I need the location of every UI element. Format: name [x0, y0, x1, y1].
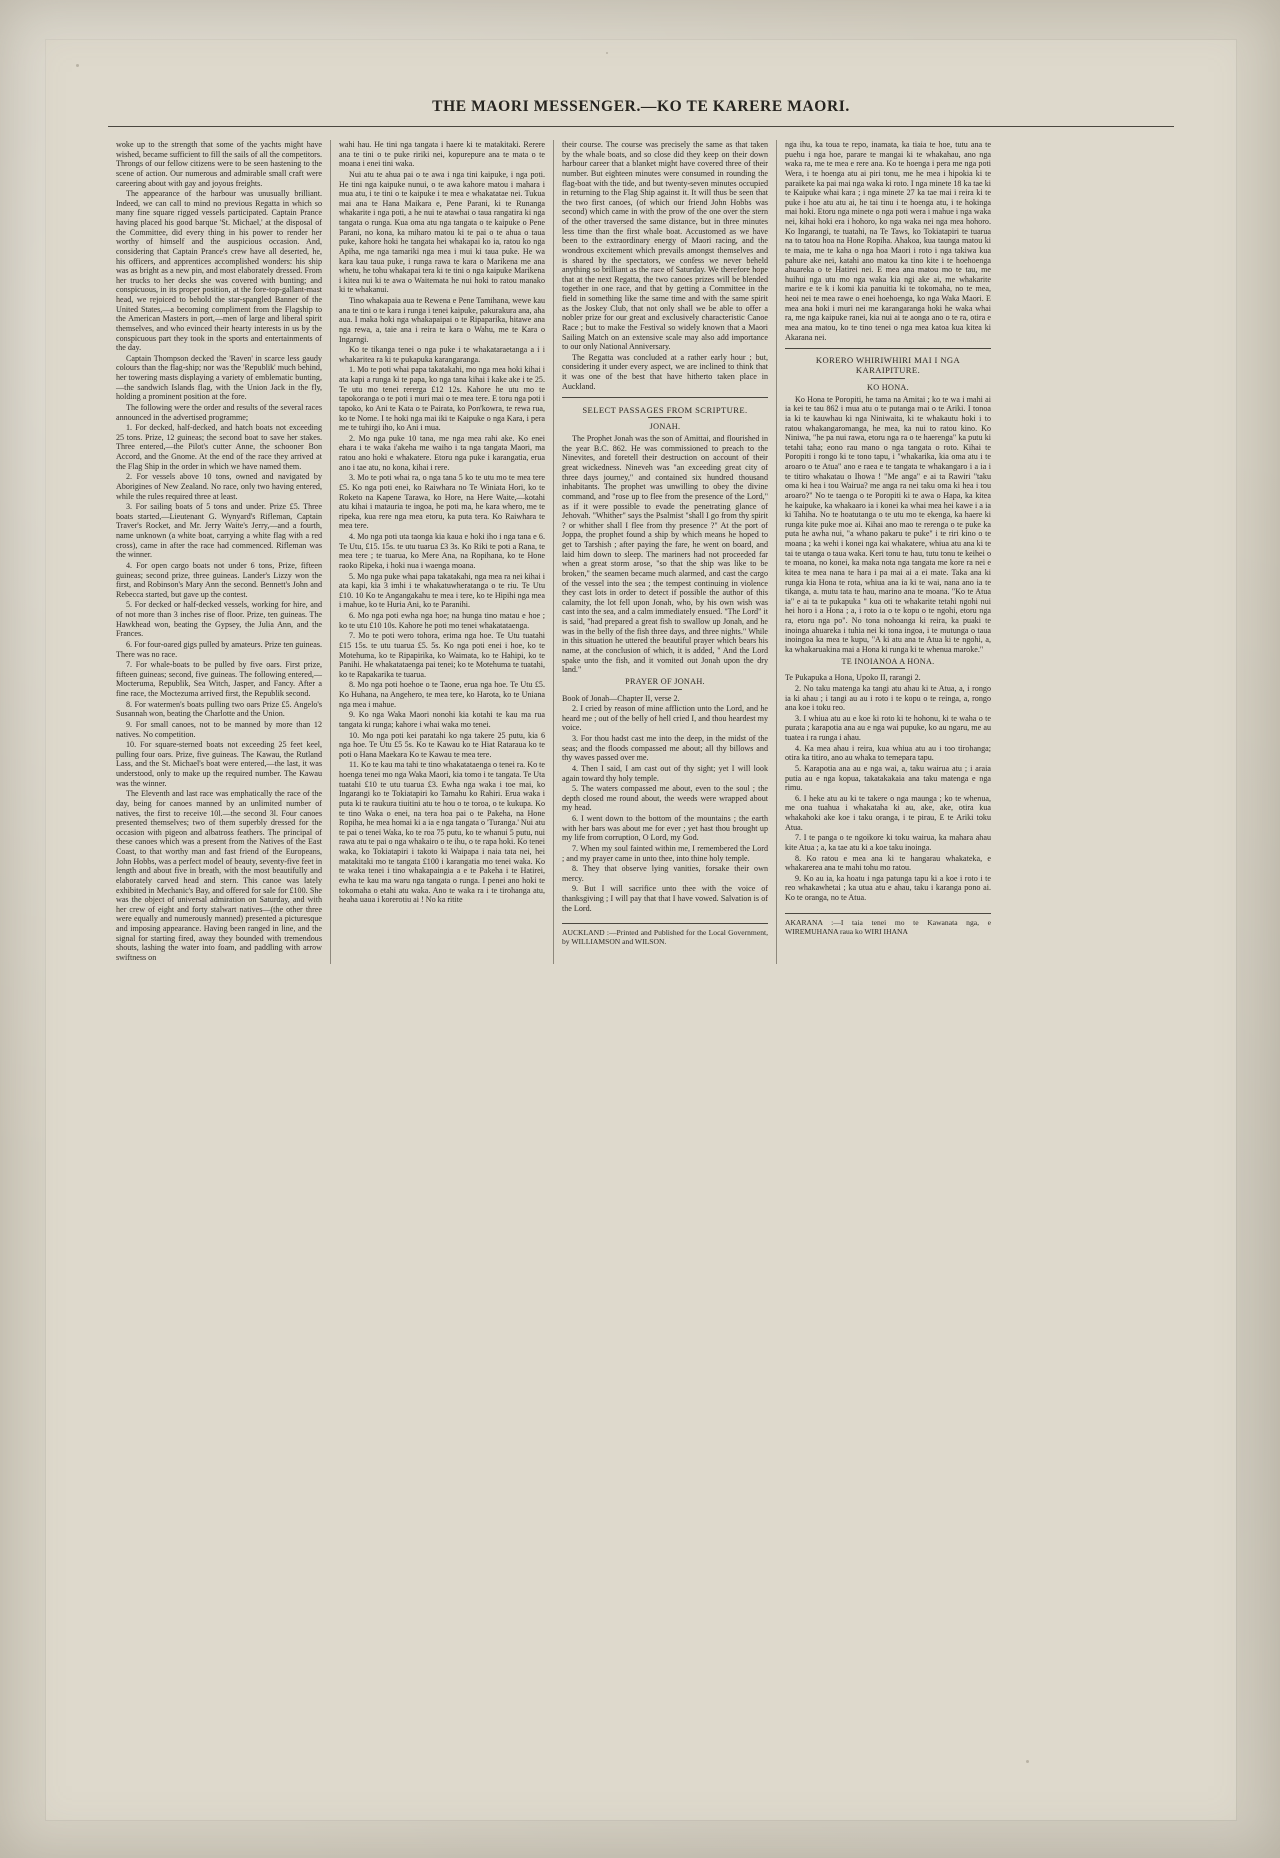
paragraph: Captain Thompson decked the 'Raven' in scarce less gaudy colours than the flag-ship; nor was the 'Republik' much behind, her towering masts displaying a variety of emblematic bunting,—the sandwich Islands flag, with the Union Jack in the fly, holding a prominent position at the fore. — [116, 353, 322, 402]
paragraph: 3. Mo te poti whai ra, o nga tana 5 ko te utu mo te mea tere £5. Ko nga poti enei, ko Raiwhara no Te Winiata Hori, ko te Roketo na Kapene Tarawa, ko Hore, na Here Waite,—kotahi atu kihai i matauria te ingoa, he poti ma, he kara whero, me te ripeka, kua rere nga mea etoru, ka puta tera. Ko Raiwhara te mea tere. — [339, 473, 545, 531]
section-heading-karaipiture: KORERO WHIRIWHIRI MAI I NGA KARAIPITURE. — [815, 355, 961, 375]
paragraph: 8. Mo nga poti hoehoe o te Taone, erua nga hoe. Te Utu £5. Ko Huhana, na Angehero, te mea tere, ko Harota, ko te Uniana nga mea i mahue. — [339, 680, 545, 709]
colophon-maori: AKARANA :—I taia tenei mo te Kawanata nga, e WIREMUHANA raua ko WIRI IHANA — [785, 913, 991, 936]
newspaper-columns — [108, 140, 1178, 964]
paragraph: 1. Mo te poti whai papa takatakahi, mo nga mea hoki kihai i ata kapi a runga ki te papa, ko nga tana kihai i kake ake i te 25. Te utu mo tenei rererga £12 12s. Kahore he utu mo te tapokoranga o te poti i muri mai o te mea tere. E toru nga poti i tapoko, ko Ani te Kata o te Pairata, ko Pon'kowra, te rewa rua, ko te Nome. I te hoki nga mai iki te Kaipuke o nga Kara, i pera me te tuhirgi iho, ko Ani i mua. — [339, 365, 545, 433]
paragraph: 4. Mo nga poti uta taonga kia kaua e hoki iho i nga tana e 6. Te Utu, £15. 15s. te utu tuarua £3 3s. Ko Riki te poti a Rana, te mea tere ; te tuarua, ko Mere Ana, na Ropihana, ko te Hone raoko Ripeka, i hoki nua i waenga moana. — [339, 532, 545, 570]
paper-speck — [1026, 1760, 1029, 1763]
verse: 4. Then I said, I am cast out of thy sight; yet I will look again toward thy holy temple. — [562, 763, 768, 783]
paragraph: 5. For decked or half-decked vessels, working for hire, and of not more than 3 inches rise of floor. Prize, ten guineas. The Hawkhead won, beating the Gypsey, the Julia Ann, and the Frances. — [116, 600, 322, 639]
masthead-rule — [108, 126, 1174, 127]
paragraph: 2. Mo nga puke 10 tana, me nga mea rahi ake. Ko enei ehara i te waka i'akeha me waiho i ta nga tangata Maori, ma ratou ano hoki e whakatere. Etoru nga puke i karangatia, erua ano i tae atu, no kona, kihai i rere. — [339, 433, 545, 472]
column-3 — [553, 140, 776, 964]
paragraph: their course. The course was precisely the same as that taken by the whale boats, and so close did they keep on their down harbour career that a blanket might have covered three of their number. But eighteen minutes were consumed in rounding the flag-boat with the tide, and but twenty-seven minutes occupied in returning to the Flag Ship against it. It will thus be seen that the two first canoes, (of which our friend John Hobbs was second) which came in with the prow of the one over the stern of the other traversed the same distance, but in three minutes less time than the first whale boat. Accustomed as we have been to the extraordinary energy of Maori racing, and the wondrous excitement which prevails amongst themselves and is shared by the spectators, we confess we never beheld anything so brilliant as the race of Saturday. We therefore hope that at the next Regatta, the two canoes prizes will be blended together in one race, and that by getting a Committee in the field in something like the same time and with the same spirit as the Joskey Club, that not only shall we be able to offer a nobler prize for our great and exclusively characteristic Canoe Race ; but to make the Festival so widely known that a Maori Sailing Match on an extensive scale may also add importance to our only National Anniversary. — [562, 140, 768, 352]
paragraph: The following were the order and results of the several races announced in the advertised programme; — [116, 402, 322, 422]
paragraph: 4. For open cargo boats not under 6 tons, Prize, fifteen guineas; second prize, three guineas. Lander's Lizzy won the first, and Robinson's Mary Ann the second. Bennett's John and Rebecca started, but gave up the contest. — [116, 560, 322, 599]
section-subheading-jonah: JONAH. — [649, 422, 681, 432]
prayer-heading: TE INOIANOA A HONA. — [841, 656, 935, 666]
verse: 5. Karapotia ana au e nga wai, a, taku wairua atu ; i araia putia au e nga kopua, takatakakaia ana taku matenga e nga rimu. — [785, 763, 991, 793]
section-heading-scripture: SELECT PASSAGES FROM SCRIPTURE. — [582, 405, 748, 416]
verse: 2. I cried by reason of mine affliction unto the Lord, and he heard me ; out of the belly of hell cried I, and thou heardest my voice. — [562, 704, 768, 733]
verse: 6. I heke atu au ki te takere o nga maunga ; ko te whenua, me ona tuahua i whakataha ki au, ake, ake, otira kua whakahoki ake koe i taku oranga, i te pirau, E te Ariki toku Atua. — [785, 793, 991, 832]
paragraph: The Regatta was concluded at a rather early hour ; but, considering it under every aspect, we are inclined to think that it was one of the best that have hitherto taken place in Auckland. — [562, 352, 768, 391]
masthead-title: THE MAORI MESSENGER.—KO TE KARERE MAORI. — [432, 98, 850, 115]
paragraph: 10. Mo nga poti kei paratahi ko nga takere 25 putu, kia 6 nga hoe. Te Utu £5 5s. Ko te Kawau ko te Hiat Rataraua ko te poti o Hana Maekara Ko te Kawau te mea tere. — [339, 730, 545, 759]
column-4 — [776, 140, 999, 964]
paragraph: 1. For decked, half-decked, and hatch boats not exceeding 25 tons. Prize, 12 guineas; the second boat to save her stakes. Three entered,—the Pilot's cutter Anne, the schooner Bon Accord, and the Gnome. At the end of the race they arrived at the Flag Ship in the order in which we have named them. — [116, 423, 322, 471]
verse: 3. I whiua atu au e koe ki roto ki te hohonu, ki te waha o te purata ; karapotia ana au e nga wai pupuke, ko au ngaru, me au tuatea i ra runga i ahau. — [785, 713, 991, 742]
paragraph: wahi hau. He tini nga tangata i haere ki te matakitaki. Rerere ana te tini o te puke ririki nei, kopurepure ana te mata o te moana i enei tini waka. — [339, 140, 545, 169]
section-heading-rule — [648, 417, 682, 418]
section-heading-rule — [871, 378, 905, 379]
prayer-subheading: Book of Jonah—Chapter II, verse 2. — [562, 693, 680, 703]
verse: 2. No taku matenga ka tangi atu ahau ki te Atua, a, i rongo ia ki ahau ; i tangi au au i roto i te kopu o te reinga, a, rongo ana koe i toku reo. — [785, 683, 991, 713]
verse: 5. The waters compassed me about, even to the soul ; the depth closed me round about, the weeds were wrapped about my head. — [562, 784, 768, 813]
paragraph: The Eleventh and last race was emphatically the race of the day, being for canoes manned by an unlimited number of natives, the first to receive 10l.—the second 3l. Four canoes presented themselves; two of them superbly dressed for the occasion with pigeon and albatross feathers. The principal of these canoes which was a present from the Natives of the East Coast, to that worthy man and fast friend of the Europeans, John Hobbs, was a perfect model of beauty, seventy-five feet in length and about five in breath, with the most beautifully and elaborately carved head and stern. This canoe was lately exhibited in Mechanic's Bay, and offered for sale for £100. She was the object of universal admiration on Saturday, and with her crew of eight and forty stalwart natives—(the other three were equally and numerously manned) presented a picturesque and imposing appearance. Having been ranged in line, and the signal for starting fired, away they bounded with tremendous shouts, lashing the water into foam, and paddling with arrow swiftness on — [116, 789, 322, 962]
prayer-heading: PRAYER OF JONAH. — [625, 676, 705, 686]
paragraph: 10. For square-sterned boats not exceeding 25 feet keel, pulling four oars. Prize, five guineas. The Kawau, the Rutland Lass, and the St. Michael's boat were entered,—the last, it was understood, only to make up the required number. The Kawau was the winner. — [116, 740, 322, 788]
newspaper-sheet — [46, 40, 1236, 1820]
paper-speck — [76, 64, 79, 67]
prayer-heading-rule — [648, 689, 682, 690]
paragraph: The appearance of the harbour was unusually brilliant. Indeed, we can call to mind no previous Regatta in which so many fine square rigged vessels participated. Captain Prance having placed his good barque 'St. Michael,' at the disposal of the Committee, did every thing in his power to render her worthy of himself and the auspicious occasion. And, considering that Captain Prance's crew have all deserted, he, his officers, and apprentices accomplished wonders: his ship was as bright as a new pin, and most elaborately dressed. From her trucks to her decks she was covered with bunting; and conspicuous, in its proper position, at the fore-top-gallant-mast head, we rejoiced to behold the star-spangled Banner of the United States,—a becoming compliment from the Flagship to the American Masters in port,—men of large and liberal spirit themselves, and who evinced their hearty interests in us by the conspicuous part they took in the sports and entertainments of the day. — [116, 189, 322, 353]
section-divider — [785, 348, 991, 349]
verse: 3. For thou hadst cast me into the deep, in the midst of the seas; and the floods compassed me about; all thy billows and thy waves passed over me. — [562, 734, 768, 763]
paragraph: Tino whakapaia aua te Rewena e Pene Tamihana, wewe kau ana te tini o te kara i runga i tenei kaipuke, pakurakura ana, aha aua. I maka hoki nga whakapaipai o te Ripaparika, hitawe ana nga rewa, a, taie ana i reira te kara o Wahu, me te Kara o Ingarngi. — [339, 296, 545, 344]
paragraph: nga ihu, ka toua te repo, inamata, ka tiaia te hoe, tutu ana te puehu i nga hoe, parare te mangai ki te whakahau, ano nga waka ra, me te mea e rere ana. Ko te hoenga i pera me nga poti Wera, i te hoenga atu ai piri tonu, me he mea i hipokia ki te paraikete ka pai mai nga waka ki roto. I nga minete 18 ka tae ki te Kaipuke whai kara ; i nga minete 27 ka tae mai i reira ki te puke i hoe atu atu ai, he tai tinu i te hoenga atu, i te hokinga mai hoki. Etoru nga minete o nga poti wera i mahue i nga waka nei, kihai hoki era i hohoro, ko nga waka nei nga mea hohoro. Ko Ingarangi, te tuatahi, na Te Taws, ko Tokiatapiri te tuarua na to tatou hoa na Hone Ropiha. Ahakoa, kua taunga matou ki te maia, me te kaha o nga hoa Maori i roto i nga takiwa kua pahure ake nei, katahi ano matou ka tino kite i te hoehoenga ahuareka o te Hatirei nei. E mea ana matou mo te tau, me huihui nga utu mo nga waka kia ngi ake ai, me whakarite marire e te k i komi kia panuitia ki te tokomaha, no te mea, heoi nei te mea rawe o enei hoehoenga, ko nga Waka Maori. E mea ana hoki i muri nei me karangaranga hoki he waka whai ra, me nga kaipuke ranei, kia nui ai te aonga ano o te ra, otira e mea ana matou, ko te tino tenei o nga mea katoa kua kitea ki Akarana nei. — [785, 140, 991, 342]
verse: 7. I te panga o te ngoikore ki toku wairua, ka mahara ahau kite Atua ; a, ka tae atu ki a koe taku inoinga. — [785, 833, 991, 852]
column-1 — [108, 140, 330, 964]
prayer-heading-rule — [871, 668, 905, 669]
section-divider — [562, 397, 768, 398]
verse: 9. But I will sacrifice unto thee with the voice of thanksgiving ; I will pay that that I have vowed. Salvation is of the Lord. — [562, 884, 768, 913]
verse: 9. Ko au ia, ka hoatu i nga patunga tapu ki a koe i roto i te reo whakawhetai ; ka utua atu e ahau, taku i karanga pono ai. Ko te oranga, no te Atua. — [785, 873, 991, 902]
paragraph: Ko te tikanga tenei o nga puke i te whakataraetanga a i i whakaritea ra ki te pukapuka karangaranga. — [339, 345, 545, 364]
paragraph: 8. For watermen's boats pulling two oars Prize £5. Angelo's Susannah won, beating the Charlotte and the Union. — [116, 699, 322, 719]
verse: 7. When my soul fainted within me, I remembered the Lord ; and my prayer came in unto thee, into thine holy temple. — [562, 843, 768, 863]
verse: 4. Ka mea ahau i reira, kua whiua atu au i too tirohanga; otira ka titiro, ano au whaka to temepara tapu. — [785, 743, 991, 763]
verse: 6. I went down to the bottom of the mountains ; the earth with her bars was about me for ever ; yet hast thou brought up my life from corruption, O Lord, my God. — [562, 814, 768, 843]
paragraph: 3. For sailing boats of 5 tons and under. Prize £5. Three boats started,—Lieutenant G. Wynyard's Rifleman, Captain Traver's Rocket, and Mr. Jerry Waite's Jerry,—and a fourth, name unknown (a white boat, carrying a white flag with a red cross), came in after the race had commenced. Rifleman was the winner. — [116, 502, 322, 560]
paragraph: 11. Ko te kau ma tahi te tino whakatataenga o tenei ra. Ko te hoenga tenei mo nga Waka Maori, kia tomo i te tangata. Te Uta tuatahi £10 te utu tuarua £3. Ewha nga waka i toe mai, ko Ingarangi ko te Tokiatapiri ko Tamahu ko Rahiri. Erua waka i puta ki te raukura tiuitini atu te hou o te toroa, o te kukupa. Ko te tino Waka o enei, na tera hoa pai o te Pakeha, na Hone Ropiha, he mea homai ki a ia e nga tangata o 'Turanga.' Nui atu te pai o tenei Waka, ko te roa 75 putu, ko te whanui 5 putu, nui rawa atu te pai o nga whakairo o te ihu, o te rapa hoki. Ko tenei waka, ko Tokiatapiri i takoto ki Waipapa i naia tata nei, hei matakitaki mo te tangata £100 i karangatia mo tenei waka. Ko te waka tenei i tino whakapaingia a e te Pakeha i te Hatirei, ewha te kau ma waru nga tangata o runga. I penei ano hoki te tokomaha o etahi atu waka. Ano te waka ra i te tirohanga atu, heaha uaua i korerotiu ai ! No ka ritite — [339, 760, 545, 905]
paragraph: 9. Ko nga Waka Maori nonohi kia kotahi te kau ma rua tangata ki runga; kahore i whai waka mo tenei. — [339, 710, 545, 729]
paragraph: 9. For small canoes, not to be manned by more than 12 natives. No competition. — [116, 719, 322, 739]
paragraph: The Prophet Jonah was the son of Amittai, and flourished in the year B.C. 862. He was commissioned to preach to the Ninevites, and foretell their destruction on account of their great wickedness. Nineveh was "an exceeding great city of three days journey," and contained six hundred thousand inhabitants. The prophet was unwilling to obey the divine command, and "rose up to flee from the presence of the Lord," as if it were possible to evade the penetrating glance of Jehovah. "Whither" says the Psalmist "shall I go from thy spirit ? or whither shall I flee from thy presence ?" At the port of Joppa, the prophet found a ship by which means he hoped to get to Tarshish ; after paying the fare, he went on board, and laid him down to sleep. The mariners had not proceeded far when a great storm arose, "so that the ship was like to be broken," the seamen became much alarmed, and cast the cargo of the vessel into the sea ; the tempest continuing in violence they cast lots in order to detect if possible the author of this calamity, the lot fell upon Jonah, who, by his own wish was cast into the sea, and a calm immediately ensued. "The Lord" it is said, "had prepared a great fish to swallow up Jonah, and he was in the belly of the fish three days, and three nights." While in this situation he uttered the beautiful prayer which bears his name, at the conclusion of which, it is added, " And the Lord spake unto the fish, and it vomited out Jonah upon the dry land." — [562, 434, 768, 675]
column-2 — [330, 140, 553, 964]
paragraph: 7. Mo te poti wero tohora, erima nga hoe. Te Utu tuatahi £15 15s. te utu tuarua £5. 5s. Ko nga poti enei i hoe, ko te Motehuma, ko te Ripapirika, ko Waimata, ko te Hahipi, ko te Panihi. He whakatataenga pai tenei; ko te Motehuma te tuatahi, ko te Rapakarika te tuarua. — [339, 631, 545, 679]
paragraph: Ko Hona te Poropiti, he tama na Amitai ; ko te wa i mahi ai ia kei te tau 862 i mua atu o te putanga mai o te Ariki. I tonoa ia ki te kauwhau ki nga Niniwaita, ki te whakautu hoki i to ratou whakangaromanga, he mea, ka nui to ratou kino. Ko Niniwa, "he pa nui rawa, etoru nga ra o te haerenga" ka putu ki tetahi taha; eono rau mano o nga tangata o roto. Kihai te Poropiti i rongo ki te tono tapu, i "whakarika, kia oma atu i te aroaro o te Atua" ano e raea e te tangata te whakangaro i a ia i te titiro whakatau o Ihowa ! "Me anga" e ai ta Rawiri "taku oma ki hea i tou Wairua? me anga ra nei taku oma ki hea i tou aroaro?" No te taenga o te Poropiti ki te awa o Hapa, ka kitea he kaipuke, ka whakaaro ia i konei ka whai mea hei kawe i a ia ki Tahiha. No te hoatutanga o te utu mo te ekenga, ka haere ki runga kite puke moe ai. Kihai ano mao te rerenga o te puke ka puta he awha nui, "a whano pakaru te puke" i te riri kino o te moana ; ka wehi i konei nga kai whakatere, whiua atu ana ki te tai te utanga o taua waka. Keri tonu te hau, tutu tonu te keihei o te moana, no konei, ka maka nota nga tangata me kore ra nei e kitea te mea nana te hara i pa mai ai a ei mate. Taka ana ki runga kia Hona te rota, whiua ana ia ki te wai, nana ano ia te tikanga, a. mutu tata te hau, marino ana te moana. "Ko te Atua ia" e ai ta te pukapuka " kua oti te whakarite tetahi ngohi nui hei horo i a Hona ; a, i roto ia o te kopu o te ngohi, etoru nga ra, etoru nga po". No tona nohoanga ki reira, ka puaki te inoinga ahuareka i tuhia nei ki tona ingoa, i te mutunga o taua inoingoa ka mea te kupu, "A ki atu ana te Atua ki te ngohi, a, ka whakaruakina mai a Hona ki runga ki te whenua maroke." — [785, 394, 991, 654]
prayer-subheading: Te Pukapuka a Hona, Upoko II, rarangi 2. — [785, 673, 921, 683]
paragraph: 7. For whale-boats to be pulled by five oars. First prize, fifteen guineas; second, five guineas. The following entered,—Mocteruma, Republik, Sea Witch, Jasper, and Fancy. After a fine race, the Moctezuma arrived first, the Republik second. — [116, 660, 322, 698]
paragraph: 2. For vessels above 10 tons, owned and navigated by Aborigines of New Zealand. No race, only two having entered, while the rules required three at least. — [116, 472, 322, 501]
colophon-english: AUCKLAND :—Printed and Published for the Local Government, by WILLIAMSON and WILSON. — [562, 923, 768, 946]
paragraph: 6. Mo nga poti ewha nga hoe; na hunga tino matau e hoe ; ko te utu £10 10s. Kahore he poti mo tenei whakatataenga. — [339, 611, 545, 630]
paragraph: 5. Mo nga puke whai papa takatakahi, nga mea ra nei kihai i ata kapi, kia 3 imhi i te whakatuwheratanga o te riu. Te Utu £10. 10 Ko te Angangakahu te mea i tere, ko te Hipihi nga mea i mahue, ko te Huria Ani, ko te Paranihi. — [339, 571, 545, 610]
paragraph: 6. For four-oared gigs pulled by amateurs. Prize ten guineas. There was no race. — [116, 639, 322, 659]
verse: 8. They that observe lying vanities, forsake their own mercy. — [562, 864, 768, 883]
paragraph: woke up to the strength that some of the yachts might have wished, became sufficient to fill the sails of all the competitors. Throngs of our fellow citizens were to be seen hastening to the scene of action. Our numerous and admirable small craft were careering about with gay and joyous freights. — [116, 140, 322, 188]
section-subheading-hona: KO HONA. — [867, 382, 909, 392]
verse: 8. Ko ratou e mea ana ki te hangarau whakateka, e whakarerea ana te mahi tohu mo ratou. — [785, 853, 991, 873]
paper-speck — [606, 52, 608, 54]
paragraph: Nui atu te ahua pai o te awa i nga tini kaipuke, i nga poti. He tini nga kaipuke nunui, o te awa kahore matou i mahara i mua atu, i te tini o te kaipuke i te mea e whakatatae nei. Tukua mai ana te Hana Maikara e, Pene Parani, ki te Runanga whakarite i nga poti, a he nui te atawhai o taua rangatira ki nga tangata o runga. Kua oma atu nga tangata o te kaipuke o Pene Parani, no kona, ka miharo matou ki te pai o te ahua o taua puke, kahore hoki he tangata hei whakapai ko ia, ratou ko nga Apiha, me nga tamariki nga mea i mui ki taua puke. He wa kara kau taua puke, i runga rawa te kara o Marikena me ana whetu, he tohu whakapai tera ki te tini o nga kaipuke Marikena i kitea nui ki te awa o Waitemata he nui hoki to ratou manako ki te whakanui. — [339, 169, 545, 295]
